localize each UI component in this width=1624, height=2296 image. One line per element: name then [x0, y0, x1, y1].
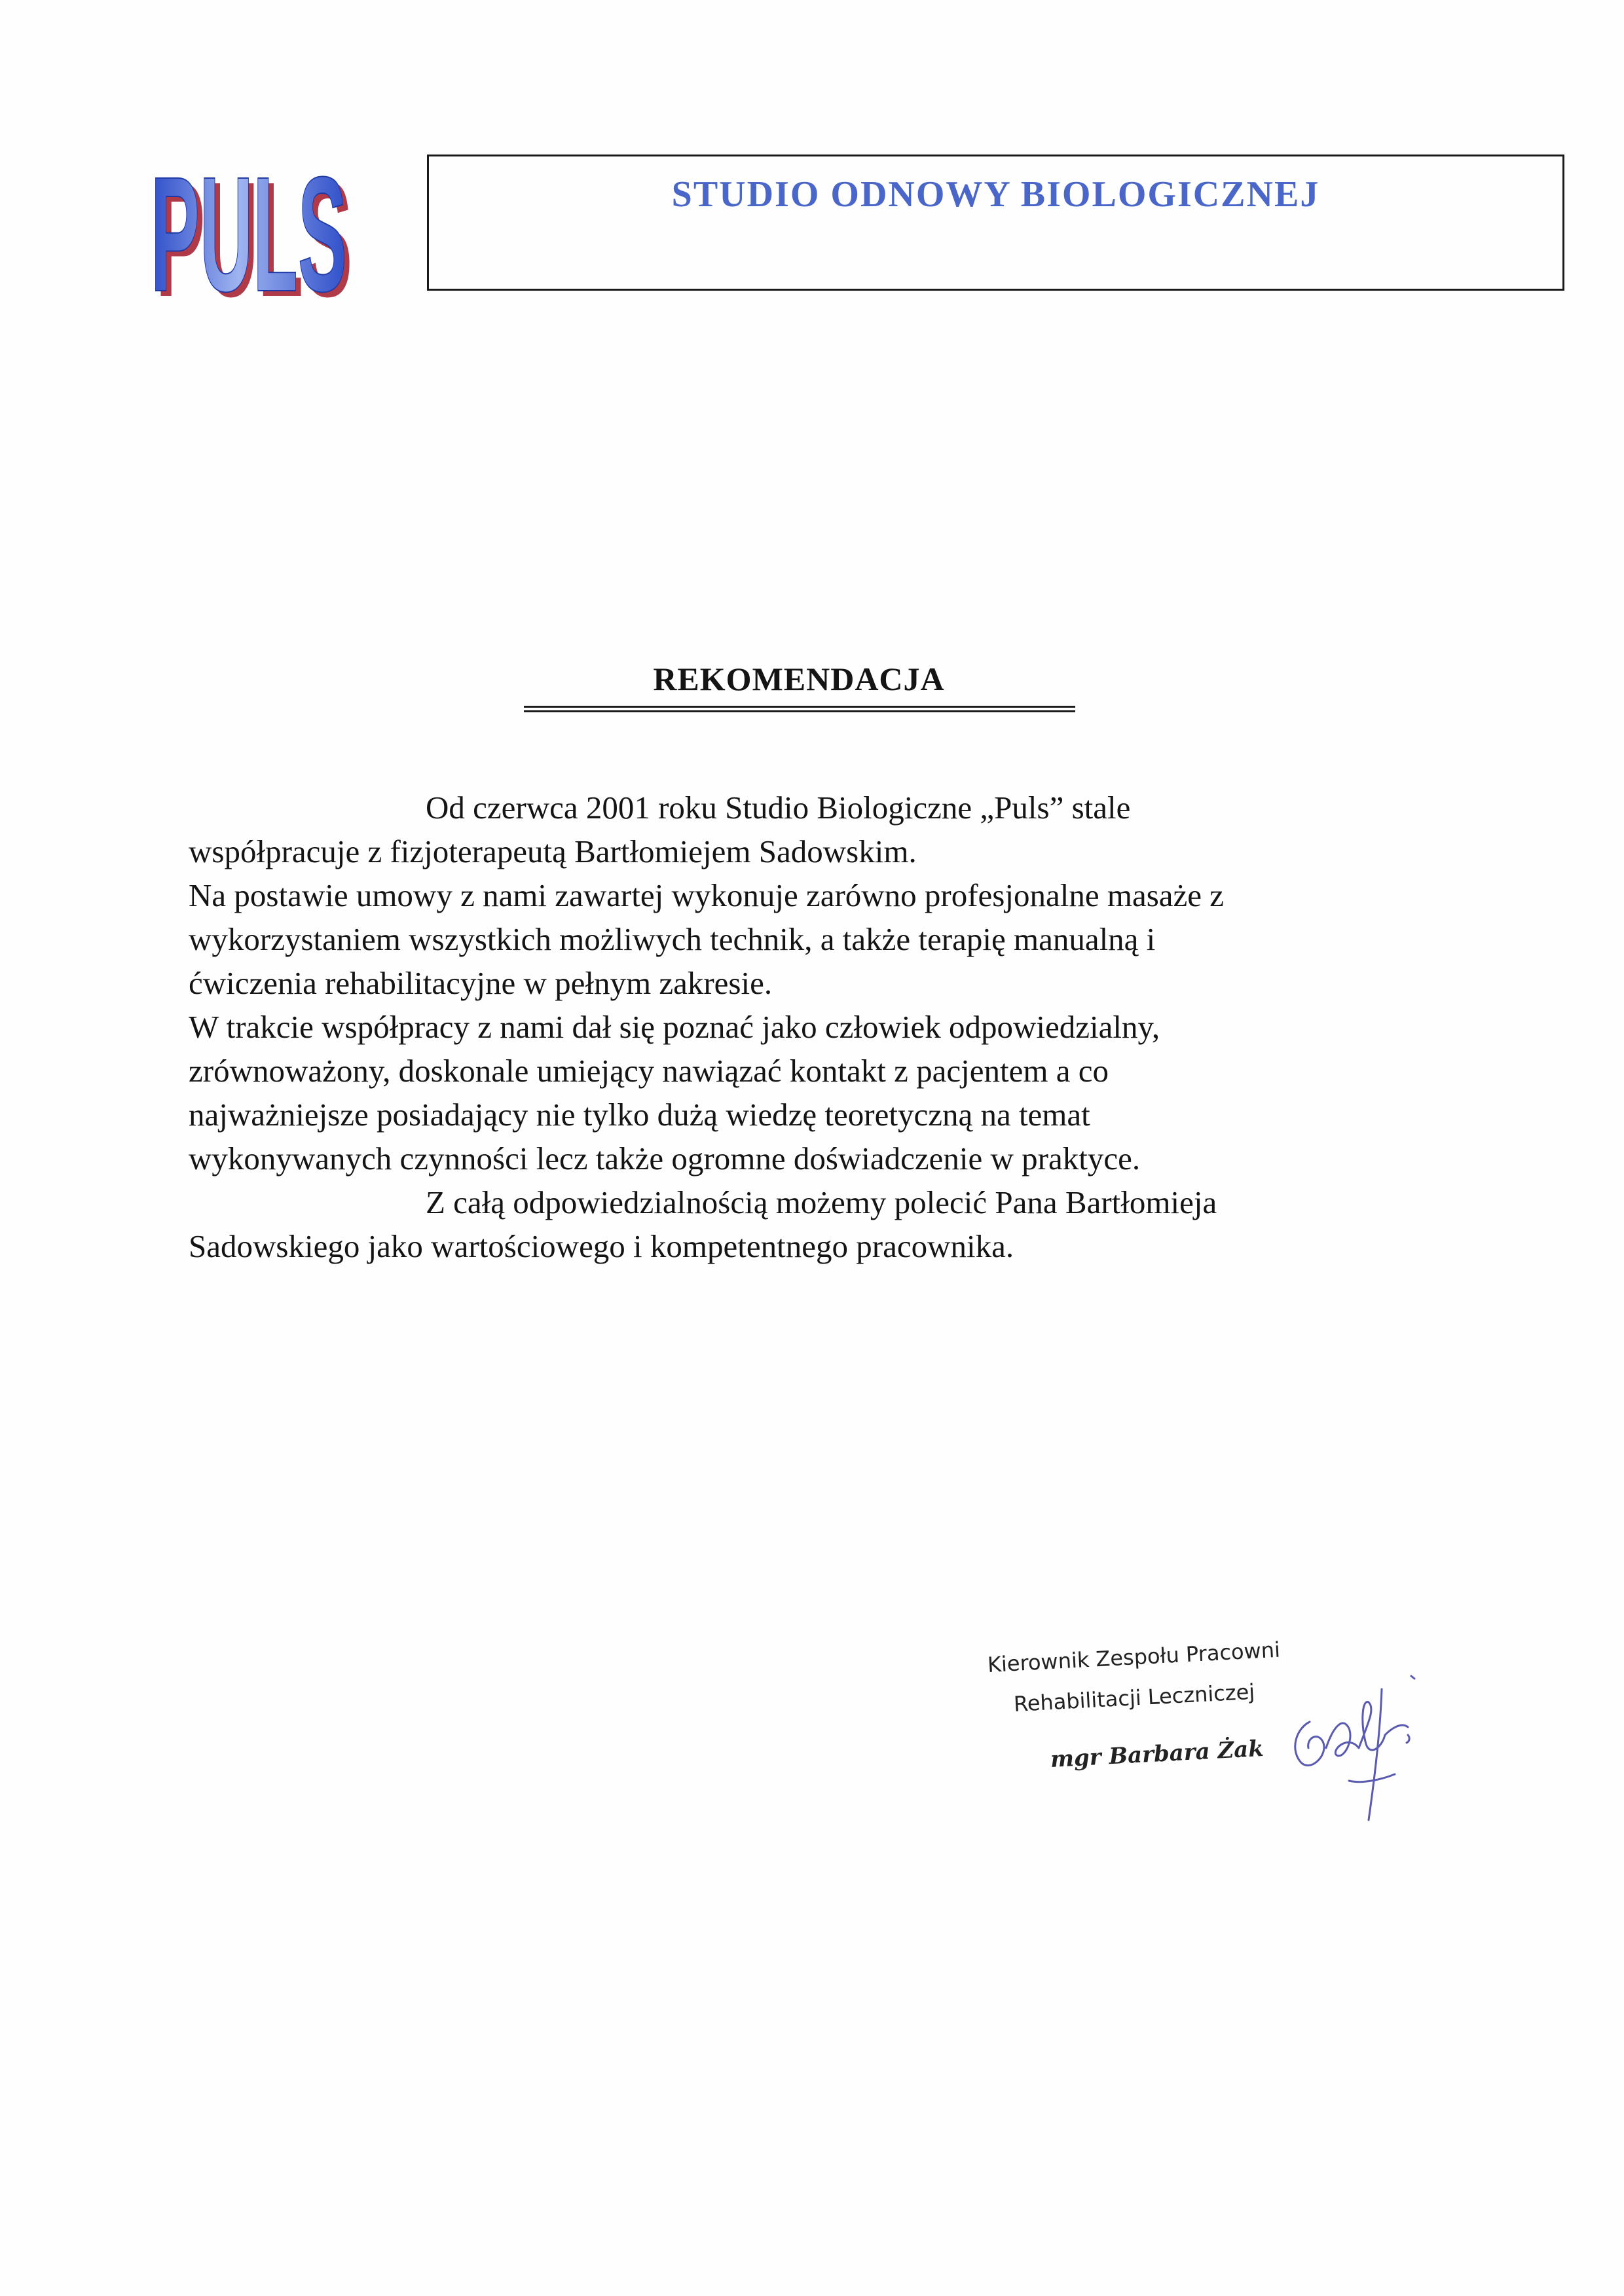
body-line: W trakcie współpracy z nami dał się poznać jako człowiek odpowiedzialny,: [189, 1009, 1160, 1045]
puls-logo: [149, 155, 359, 305]
studio-name: STUDIO ODNOWY BIOLOGICZNEJ: [671, 174, 1320, 215]
handwritten-signature: [1270, 1650, 1428, 1827]
title-double-rule: [524, 706, 1075, 712]
svg-text:PULS: PULS: [156, 155, 352, 305]
body-line: Sadowskiego jako wartościowego i kompetentnego pracownika.: [189, 1228, 1014, 1264]
document-title: REKOMENDACJA: [653, 661, 945, 697]
body-line: ćwiczenia rehabilitacyjne w pełnym zakresie.: [189, 965, 773, 1001]
body-line: Od czerwca 2001 roku Studio Biologiczne „Puls” stale: [426, 790, 1131, 826]
body-line: zrównoważony, doskonale umiejący nawiązać kontakt z pacjentem a co: [189, 1053, 1109, 1089]
body-line: najważniejsze posiadający nie tylko dużą wiedzę teoretyczną na temat: [189, 1097, 1090, 1133]
signatory-position-line1: Kierownik Zespołu Pracowni: [987, 1637, 1281, 1677]
signature-stamp: [982, 1637, 1441, 1833]
signatory-position-line2: Rehabilitacji Leczniczej: [1013, 1679, 1256, 1717]
header-box: [427, 155, 1564, 291]
letter-body: [189, 786, 1472, 1268]
body-line: Z całą odpowiedzialnością możemy polecić Pana Bartłomieja: [426, 1184, 1217, 1220]
body-line: Na postawie umowy z nami zawartej wykonuje zarówno profesjonalne masaże z: [189, 877, 1225, 913]
body-line: wykonywanych czynności lecz także ogromne doświadczenie w praktyce.: [189, 1140, 1141, 1176]
body-line: wykorzystaniem wszystkich możliwych technik, a także terapię manualną i: [189, 921, 1156, 957]
body-line: współpracuje z fizjoterapeutą Bartłomiejem Sadowskim.: [189, 833, 917, 869]
signatory-name: mgr Barbara Żak: [1049, 1735, 1264, 1773]
svg-text:PULS: PULS: [151, 155, 347, 305]
